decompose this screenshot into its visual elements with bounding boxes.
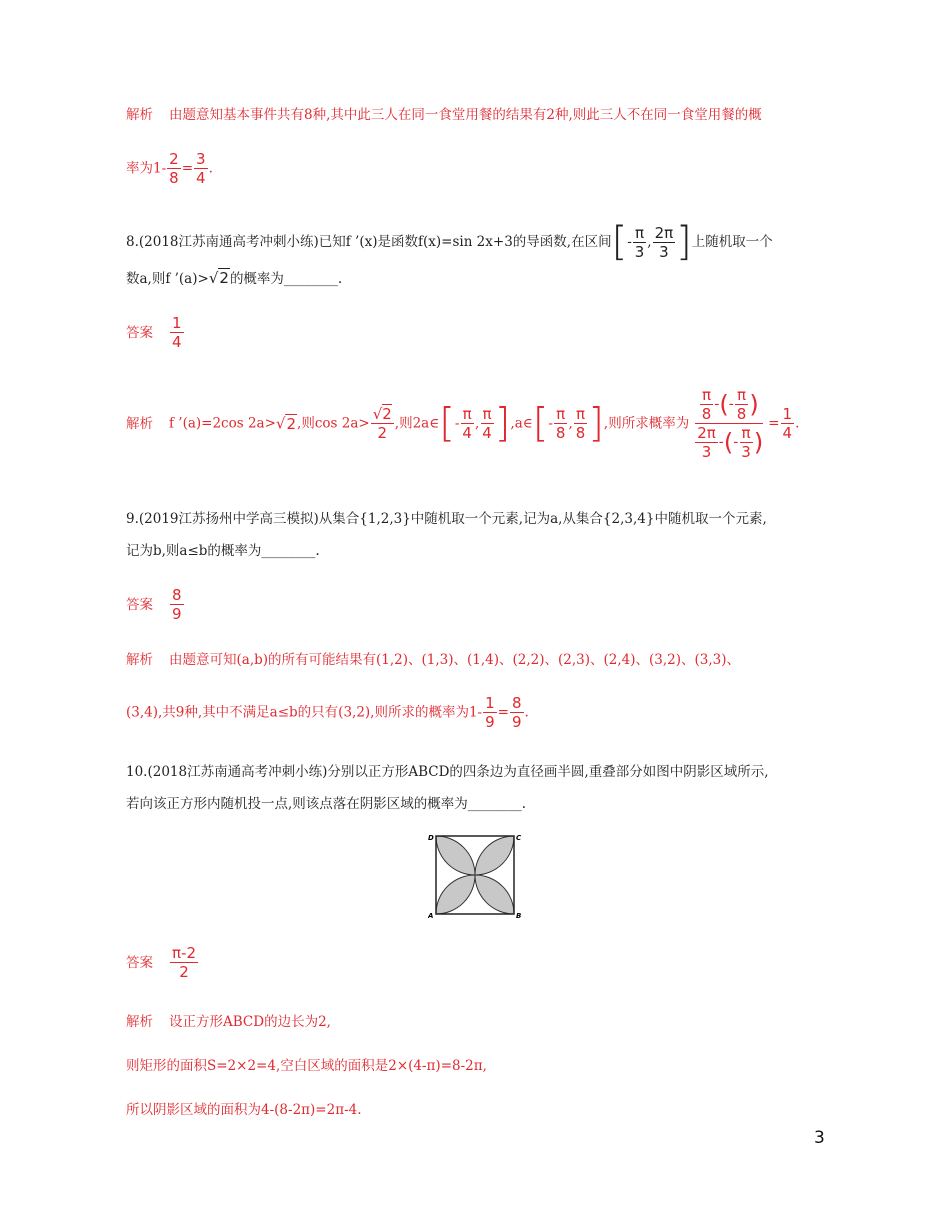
fraction: $\frac{\pi-2}{2}$ — [172, 944, 196, 981]
fraction: $\frac{\pi}{3}$ — [634, 223, 645, 261]
solution-9-line-1: 解析 由题意可知(a,b)的所有可能结果有(1,2)、(1,3)、(1,4)、(2,2)、(2,3)、(2,4)、(3,2)、(3,3)、 — [126, 652, 741, 668]
fraction: $\frac{1}{9}$ — [485, 694, 495, 731]
solution-10-line-1: 解析 设正方形ABCD的边长为2, — [126, 1014, 331, 1030]
page-number: 3 — [814, 1128, 825, 1148]
solution-10-line-2: 则矩形的面积S=2×2=4,空白区域的面积是2×(4-π)=8-2π, — [126, 1058, 487, 1074]
solution-10-line-3: 所以阴影区域的面积为4-(8-2π)=2π-4. — [126, 1102, 362, 1118]
petal-bottom-right — [475, 875, 514, 914]
petal-top-right — [475, 836, 514, 875]
question-9-line-2: 记为b,则a≤b的概率为________. — [126, 543, 320, 559]
answer-8: 答案 $\frac{1}{4}$ — [126, 314, 182, 351]
solution-7-line-1: 解析 由题意知基本事件共有8种,其中此三人在同一食堂用餐的结果有2种,则此三人不在同一食堂用餐的概 — [126, 107, 762, 123]
solution-7-line-2: 率为1- $\frac{2}{8}$ = $\frac{3}{4}$ . — [126, 150, 213, 187]
question-9-line-1: 9.(2019江苏扬州中学高三模拟)从集合{1,2,3}中随机取一个元素,记为a,从集合{2,3,4}中随机取一个元素, — [126, 511, 767, 527]
fraction: $\frac{2\pi}{3}$ — [654, 223, 674, 261]
question-8-line-1: 8.(2018江苏南通高考冲刺小练)已知f ’(x)是函数f(x)=sin 2x+3的导函数,在区间[- $\frac{\pi}{3}$ , $\frac{2\pi}{3}$ ]上随机取一个 — [126, 219, 773, 265]
label-a: A — [428, 912, 434, 920]
question-8-line-2: 数a,则f ’(a)>√2的概率为________. — [126, 269, 343, 287]
question-10-line-1: 10.(2018江苏南通高考冲刺小练)分别以正方形ABCD的四条边为直径画半圆,重叠部分如图中阴影区域所示, — [126, 764, 769, 780]
fraction: $\frac{8}{9}$ — [172, 586, 182, 623]
shaded-petals — [436, 836, 514, 914]
fraction: $\frac{8}{9}$ — [511, 694, 522, 731]
petal-bottom-left — [436, 875, 475, 914]
solution-9-line-2: (3,4),共9种,其中不满足a≤b的只有(3,2),则所求的概率为1- $\frac{1}{9}$ = $\frac{8}{9}$ . — [126, 694, 529, 731]
sqrt: √2 — [275, 414, 297, 433]
label-c: C — [516, 834, 522, 842]
answer-10: 答案 $\frac{\pi-2}{2}$ — [126, 944, 196, 981]
fraction: $\frac{1}{4}$ — [172, 314, 182, 351]
square-semicircles-figure — [428, 830, 524, 920]
fraction: $\frac{√2}{2}$ — [372, 405, 392, 442]
solution-8: 解析 f ’(a)=2cos 2a>√2,则cos 2a> $\frac{√2}{2}$ ,则2a∈[- $\frac{\pi}{4}$ , $\frac{\pi}{4}$ ],a∈[- $\frac{\pi}{8}$ , $\frac{\pi}{8}$ ],则所求概率为 $\frac{\pi}{8}$ -(- $\frac{\pi}{8}$ ) $\frac{2\pi}{3}$ -(- $\frac{\pi}{3}$ ) = $\frac{1}{4}$ . — [126, 386, 800, 461]
question-10-line-2: 若向该正方形内随机投一点,则该点落在阴影区域的概率为________. — [126, 796, 527, 812]
label-d: D — [428, 834, 434, 842]
solution-tag: 解析 — [126, 107, 153, 123]
compound-fraction: $\frac{\pi}{8}$ -(- $\frac{\pi}{8}$ ) $\frac{2\pi}{3}$ -(- $\frac{\pi}{3}$ ) — [690, 386, 767, 461]
fraction: $\frac{3}{4}$ — [196, 150, 206, 187]
petal-top-left — [436, 836, 475, 875]
fraction: $\frac{2}{8}$ — [169, 150, 179, 187]
answer-9: 答案 $\frac{8}{9}$ — [126, 586, 182, 623]
sqrt: √2 — [208, 269, 229, 287]
label-b: B — [516, 912, 522, 920]
